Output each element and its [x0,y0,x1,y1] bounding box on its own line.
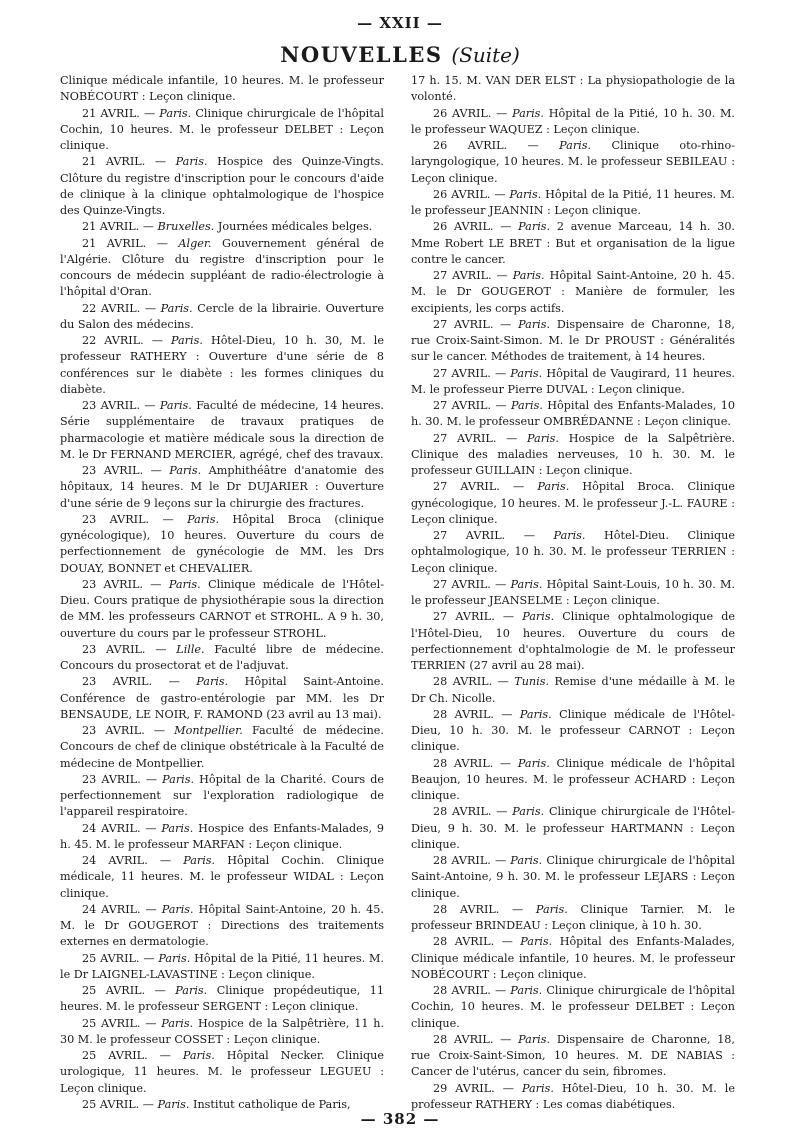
entry-text: Hôpital de la Pitié, 10 h. 30. M. le professeur WAQUEZ : Leçon clinique. [411,106,735,136]
entry-date: 27 AVRIL. [433,269,492,282]
entry-place: Paris. [520,935,553,949]
entry-date: 23 AVRIL. [82,642,146,656]
news-entry: 28 AVRIL. — Paris. Clinique chirurgicale de l'hôpital Saint-Antoine, 9 h. 30. M. le professeur LEJARS : Leçon clinique. [411,854,735,900]
entry-date: 27 AVRIL. [433,366,491,380]
news-entry: 25 AVRIL. — Paris. Hospice de la Salpêtrière, 11 h. 30 M. le professeur COSSET : Leçon clinique. [60,1016,384,1046]
entry-date: 25 AVRIL. [82,984,146,997]
entry-date: 26 AVRIL. [433,139,508,152]
news-entry: 28 AVRIL. — Paris. Clinique médicale de l'hôpital Beaujon, 10 heures. M. le professeur ACHARD : Leçon clinique. [411,756,735,802]
news-entry: 23 AVRIL. — Montpellier. Faculté de médecine. Concours de chef de clinique obstétricale à la Faculté de médecine de Montpellier. [60,724,384,770]
entry-date: 27 AVRIL. [433,577,491,591]
entry-place: Paris. [517,756,550,770]
news-entry: 23 AVRIL. — Paris. Hôpital de la Charité. Cours de perfectionnement sur l'exploration radiologique de l'appareil respiratoire. [60,772,384,819]
entry-text: Faculté libre de médecine. Concours du prosectorat et de l'adjuvat. [60,642,384,672]
entry-text: Journées médicales belges. [217,220,373,234]
entry-text: Hôpital de Vaugirard, 11 heures. M. le professeur Pierre DUVAL : Leçon clinique. [411,366,735,396]
news-entry: 27 AVRIL. — Paris. Clinique ophtalmologique de l'Hôtel-Dieu, 10 heures. Ouverture du cours de perfectionnement d'ophtalmologie de M. le professeur TERRIEN (27 avril au 28 mai). [411,610,735,672]
entry-place: Paris. [187,512,219,526]
news-entry: 23 AVRIL. — Paris. Clinique médicale de l'Hôtel-Dieu. Cours pratique de physiothérapie sous la direction de MM. les professeurs CARNOT et STROHL. A 9 h. 30, ouverture du cours par le professeur STROHL. [60,577,384,640]
entry-text: Hôtel-Dieu, 10 h. 30. M. le professeur RATHERY : Les comas diabétiques. [411,1081,735,1111]
entry-date: 29 AVRIL. [433,1081,495,1095]
news-entry: 28 AVRIL. — Tunis. Remise d'une médaille à M. le Dr Ch. Nicolle. [411,675,735,705]
entry-text: Dispensaire de Charonne, 18, rue Croix-Saint-Simon. M. le Dr PROUST : Généralités sur le cancer. Méthodes de traitement, à 14 heures. [411,317,735,364]
news-entry: 25 AVRIL. — Paris. Hôpital Necker. Clinique urologique, 11 heures. M. le professeur LEGUEU : Leçon clinique. [60,1049,384,1095]
entry-date: 23 AVRIL. [82,512,150,526]
news-entry: 21 AVRIL. — Bruxelles. Journées médicales belges. [82,220,373,234]
entry-date: 27 AVRIL. [433,399,492,412]
news-entry: 23 AVRIL. — Paris. Hôpital Saint-Antoine. Conférence de gastro-entérologie par MM. les Dr BENSAUDE, LE NOIR, F. RAMOND (23 avril au 13 mai). [60,675,384,721]
entry-date: 23 AVRIL. [82,399,141,412]
entry-date: 27 AVRIL. [433,529,506,542]
news-entry: 27 AVRIL. — Paris. Hôpital de Vaugirard, 11 heures. M. le professeur Pierre DUVAL : Leçon clinique. [411,366,735,396]
entry-place: Paris. [170,334,203,347]
entry-place: Paris. [537,480,570,494]
entry-text: Hôpital des Enfants-Malades, 10 h. 30. M. le professeur OMBRÉDANNE : Leçon clinique. [411,399,735,429]
entry-text: Hospice de la Salpêtrière, 11 h. 30 M. le professeur COSSET : Leçon clinique. [60,1016,384,1046]
page-number: — 382 — [360,1110,440,1128]
news-entry: 25 AVRIL. — Paris. Institut catholique de Paris, [82,1097,351,1111]
entry-place: Tunis. [514,675,550,689]
entry-date: 26 AVRIL. [433,106,492,120]
entry-place: Montpellier. [174,724,243,737]
entry-text: Amphithéâtre d'anatomie des hôpitaux, 14 heures. M le Dr DUJARIER : Ouverture d'une série de 9 leçons sur la chirurgie des fractures. [60,464,384,510]
entry-text: Hôpital de la Charité. Cours de perfectionnement sur l'exploration radiologique de l'appareil respiratoire. [60,772,384,819]
entry-date: 26 AVRIL. [433,220,494,234]
news-entry: 27 AVRIL. — Paris. Hôpital Broca. Clinique gynécologique, 10 heures. M. le professeur J.-L. FAURE : Leçon clinique. [411,480,735,526]
entry-text: Hôpital Necker. Clinique urologique, 11 heures. M. le professeur LEGUEU : Leçon clinique. [60,1049,384,1095]
entry-text: Gouvernement général de l'Algérie. Clôture du registre d'inscription pour le concours de médecin suppléant de radio-électrologie à l'hôpital d'Oran. [60,236,384,299]
entry-date: 27 AVRIL. [433,317,494,331]
entry-text: Clinique chirurgicale de l'hôpital Cochin, 10 heures. M. le professeur DELBET : Leçon clinique. [60,106,384,152]
entry-text: Clinique oto-rhino-laryngologique, 10 heures. M. le professeur SEBILEAU : Leçon clinique. [411,139,735,185]
entry-place: Paris. [553,529,586,542]
entry-date: 24 AVRIL. [82,854,148,867]
entry-text: Hôpital Broca (clinique gynécologique), 10 heures. Ouverture du cours de perfectionnement de gynécologie de MM. les Drs DOUAY, BONNET et CHEVALIER. [60,512,384,575]
entry-place: Paris. [512,106,544,120]
page-number-roman: — XXII — [357,14,443,32]
entry-text: Faculté de médecine, 14 heures. Série supplémentaire de travaux pratiques de pharmacologie et matière médicale sous la direction de M. le Dr FERNAND MERCIER, agrégé, chef des travaux. [60,399,384,461]
entry-text: Hôpital des Enfants-Malades, Clinique médicale infantile, 10 heures. M. le professeur NOBÉCOURT : Leçon clinique. [411,935,735,981]
entry-place: Paris. [518,220,551,234]
entry-place: Paris. [527,431,559,445]
news-entry: 25 AVRIL. — Paris. Hôpital de la Pitié, 11 heures. M. le Dr LAIGNEL-LAVASTINE : Leçon clinique. [60,951,384,981]
entry-text: Cercle de la librairie. Ouverture du Salon des médecins. [60,301,384,331]
entry-date: 23 AVRIL. [82,724,145,737]
news-entry: 28 AVRIL. — Paris. Clinique Tarnier. M. le professeur BRINDEAU : Leçon clinique, à 10 h. 30. [411,902,735,932]
entry-text: Hôpital Saint-Antoine. Conférence de gastro-entérologie par MM. les Dr BENSAUDE, LE NOIR, F. RAMOND (23 avril au 13 mai). [60,675,384,721]
entry-place: Paris. [521,1081,554,1095]
news-entry: 28 AVRIL. — Paris. Hôpital des Enfants-Malades, Clinique médicale infantile, 10 heures. M. le professeur NOBÉCOURT : Leçon clinique. [411,935,735,981]
news-entry: 26 AVRIL. — Paris. Clinique oto-rhino-laryngologique, 10 heures. M. le professeur SEBILEAU : Leçon clinique. [411,139,735,185]
news-entry: 26 AVRIL. — Paris. Hôpital de la Pitié, 11 heures. M. le professeur JEANNIN : Leçon clinique. [411,187,735,217]
news-entry: 23 AVRIL. — Paris. Hôpital Broca (clinique gynécologique), 10 heures. Ouverture du cours de perfectionnement de gynécologie de MM. les Drs DOUAY, BONNET et CHEVALIER. [60,512,384,575]
entry-text: Clinique médicale infantile, 10 heures. M. le professeur NOBÉCOURT : Leçon clinique. [60,74,384,104]
entry-place: Paris. [182,1049,215,1062]
entry-place: Paris. [522,610,555,624]
title-suite: (Suite) [451,43,520,67]
news-entry: 22 AVRIL. — Paris. Cercle de la librairie. Ouverture du Salon des médecins. [60,301,384,331]
entry-text: Clinique Tarnier. M. le professeur BRINDEAU : Leçon clinique, à 10 h. 30. [411,902,735,932]
entry-place: Paris. [510,984,543,997]
entry-text: Hôpital Broca. Clinique gynécologique, 10 heures. M. le professeur J.-L. FAURE : Leçon clinique. [411,480,735,526]
entry-place: Paris. [157,1097,190,1111]
news-entry: 25 AVRIL. — Paris. Clinique propédeutique, 11 heures. M. le professeur SERGENT : Leçon clinique. [60,984,384,1014]
entry-place: Paris. [559,139,592,152]
entry-place: Paris. [159,399,192,412]
news-entry: 24 AVRIL. — Paris. Hospice des Enfants-Malades, 9 h. 45. M. le professeur MARFAN : Leçon clinique. [60,821,384,851]
entry-date: 26 AVRIL. [433,187,491,201]
entry-date: 28 AVRIL. [433,805,492,819]
entry-text: Hospice des Enfants-Malades, 9 h. 45. M. le professeur MARFAN : Leçon clinique. [60,821,384,851]
entry-place: Paris. [168,577,201,591]
news-entry: 23 AVRIL. — Lille. Faculté libre de médecine. Concours du prosectorat et de l'adjuvat. [60,642,384,672]
entry-place: Paris. [196,675,229,689]
news-entry: 24 AVRIL. — Paris. Hôpital Cochin. Clinique médicale, 11 heures. M. le professeur WIDAL : Leçon clinique. [60,854,384,900]
entry-text: Hôpital Saint-Antoine, 20 h. 45. M. le Dr GOUGEROT : Directions des traitements externes en dermatologie. [60,902,384,949]
entry-date: 25 AVRIL. [82,951,140,965]
entry-date: 28 AVRIL. [433,854,491,867]
entry-date: 27 AVRIL. [433,431,497,445]
entry-text: Clinique chirurgicale de l'Hôtel-Dieu, 9 h. 30. M. le professeur HARTMANN : Leçon clinique. [411,805,735,851]
entry-date: 28 AVRIL. [433,675,493,689]
entry-date: 23 AVRIL. [82,675,153,689]
entry-date: 21 AVRIL. [82,220,140,234]
entry-text: Hospice des Quinze-Vingts. Clôture du registre d'inscription pour le concours d'aide de clinique à la clinique ophtalmologique de l'hospice des Quinze-Vingts. [60,155,384,217]
section-title [0,42,800,67]
news-entry: 24 AVRIL. — Paris. Hôpital Saint-Antoine, 20 h. 45. M. le Dr GOUGEROT : Directions des traitements externes en dermatologie. [60,902,384,949]
entry-place: Paris. [175,155,208,169]
news-entry: 27 AVRIL. — Paris. Hospice de la Salpêtrière. Clinique des maladies nerveuses, 10 h. 30. M. le professeur GUILLAIN : Leçon clinique. [411,431,735,477]
entry-text: Hôpital Saint-Antoine, 20 h. 45. M. le Dr GOUGEROT : Manière de formuler, les excipients, les corps actifs. [411,269,735,315]
news-entry: 28 AVRIL. — Paris. Dispensaire de Charonne, 18, rue Croix-Saint-Simon, 10 heures. M. DE NABIAS : Cancer de l'utérus, cancer du sein, fibromes. [411,1032,735,1079]
entry-text: 17 h. 15. M. VAN DER ELST : La physiopathologie de la volonté. [411,74,735,104]
news-entry: 27 AVRIL. — Paris. Hôpital des Enfants-Malades, 10 h. 30. M. le professeur OMBRÉDANNE : Leçon clinique. [411,399,735,429]
entry-date: 23 AVRIL. [82,464,144,477]
entry-date: 23 AVRIL. [82,577,143,591]
news-entry: 22 AVRIL. — Paris. Hôtel-Dieu, 10 h. 30, M. le professeur RATHERY : Ouverture d'une série de 8 conférences sur le diabète : les formes cliniques du diabète. [60,334,384,396]
entry-date: 21 AVRIL. [82,106,140,120]
entry-place: Paris. [183,854,216,867]
entry-text: Institut catholique de Paris, [193,1097,351,1111]
news-entry: 27 AVRIL. — Paris. Hôtel-Dieu. Clinique ophtalmologique, 10 h. 30. M. le professeur TERRIEN : Leçon clinique. [411,529,735,575]
entry-text: Clinique médicale de l'Hôtel-Dieu, 10 h. 30. M. le professeur CARNOT : Leçon clinique. [411,707,735,754]
entry-text: Clinique ophtalmologique de l'Hôtel-Dieu, 10 heures. Ouverture du cours de perfectionnement d'ophtalmologie de M. le professeur TERRIEN (27 avril au 28 mai). [411,610,735,672]
entry-date: 28 AVRIL. [433,902,500,916]
entry-date: 25 AVRIL. [82,1097,140,1111]
entry-place: Paris. [510,366,543,380]
entry-date: 28 AVRIL. [433,935,495,949]
entry-place: Paris. [169,464,202,477]
entry-date: 24 AVRIL. [82,821,141,835]
news-entry [60,73,384,106]
entry-place: Paris. [510,399,543,412]
entry-text: Hôtel-Dieu. Clinique ophtalmologique, 10 h. 30. M. le professeur TERRIEN : Leçon clinique. [411,529,735,575]
entry-text: Hospice de la Salpêtrière. Clinique des maladies nerveuses, 10 h. 30. M. le professeur GUILLAIN : Leçon clinique. [411,431,735,477]
left-column [60,73,384,1113]
entry-text: Remise d'une médaille à M. le Dr Ch. Nicolle. [411,675,735,705]
entry-place: Paris. [510,577,543,591]
entry-text: Clinique propédeutique, 11 heures. M. le professeur SERGENT : Leçon clinique. [60,984,384,1014]
title-text: NOUVELLES [280,42,443,67]
news-entry: 29 AVRIL. — Paris. Hôtel-Dieu, 10 h. 30. M. le professeur RATHERY : Les comas diabétiques. [411,1081,735,1111]
entry-place: Paris. [518,317,551,331]
entry-place: Paris. [161,821,194,835]
entry-text: Hôpital Saint-Louis, 10 h. 30. M. le professeur JEANSELME : Leçon clinique. [411,577,735,607]
news-entry [411,73,735,106]
entry-date: 27 AVRIL. [433,480,500,494]
entry-place: Lille. [176,642,205,656]
entry-place: Paris. [175,984,208,997]
entry-text: Clinique chirurgicale de l'hôpital Saint-Antoine, 9 h. 30. M. le professeur LEJARS : Leçon clinique. [411,854,735,900]
entry-place: Paris. [158,951,191,965]
entry-date: 21 AVRIL. [82,155,146,169]
entry-place: Paris. [518,1032,551,1046]
entry-place: Paris. [535,902,568,916]
news-entry: 21 AVRIL. — Alger. Gouvernement général de l'Algérie. Clôture du registre d'inscription pour le concours de médecin suppléant de radio-électrologie à l'hôpital d'Oran. [60,236,384,299]
entry-text: Faculté de médecine. Concours de chef de clinique obstétricale à la Faculté de médecine de Montpellier. [60,724,384,770]
news-entry: 23 AVRIL. — Paris. Faculté de médecine, 14 heures. Série supplémentaire de travaux pratiques de pharmacologie et matière médicale sous la direction de M. le Dr FERNAND MERCIER, agrégé, chef des travaux. [60,399,384,461]
entry-place: Paris. [161,902,194,916]
right-column [411,73,735,1113]
entry-date: 28 AVRIL. [433,707,494,721]
news-entry: 21 AVRIL. — Paris. Clinique chirurgicale de l'hôpital Cochin, 10 heures. M. le professeur DELBET : Leçon clinique. [60,106,384,152]
entry-text: 2 avenue Marceau, 14 h. 30. Mme Robert LE BRET : But et organisation de la ligue contre le cancer. [411,220,735,266]
entry-date: 25 AVRIL. [82,1049,148,1062]
entry-date: 22 AVRIL. [82,301,141,315]
entry-place: Paris. [512,805,545,819]
entry-place: Alger. [178,236,212,250]
entry-text: Hôpital de la Pitié, 11 heures. M. le Dr LAIGNEL-LAVASTINE : Leçon clinique. [60,951,384,981]
entry-place: Paris. [159,106,192,120]
entry-date: 27 AVRIL. [433,610,495,624]
entry-text: Clinique chirurgicale de l'hôpital Cochin, 10 heures. M. le professeur DELBET : Leçon clinique. [411,984,735,1030]
entry-place: Paris. [509,187,542,201]
entry-date: 28 AVRIL. [433,984,491,997]
entry-date: 25 AVRIL. [82,1016,141,1030]
entry-date: 23 AVRIL. [82,772,141,786]
entry-text: Dispensaire de Charonne, 18, rue Croix-Saint-Simon, 10 heures. M. DE NABIAS : Cancer de l'utérus, cancer du sein, fibromes. [411,1032,735,1079]
entry-date: 28 AVRIL. [433,1032,494,1046]
news-entry: 27 AVRIL. — Paris. Dispensaire de Charonne, 18, rue Croix-Saint-Simon. M. le Dr PROUST : Généralités sur le cancer. Méthodes de traitement, à 14 heures. [411,317,735,364]
news-entry: 23 AVRIL. — Paris. Amphithéâtre d'anatomie des hôpitaux, 14 heures. M le Dr DUJARIER : Ouverture d'une série de 9 leçons sur la chirurgie des fractures. [60,464,384,510]
entry-place: Paris. [160,301,193,315]
entry-place: Paris. [512,269,545,282]
entry-date: 24 AVRIL. [82,902,141,916]
news-entry: 27 AVRIL. — Paris. Hôpital Saint-Louis, 10 h. 30. M. le professeur JEANSELME : Leçon clinique. [411,577,735,607]
entry-place: Paris. [510,854,543,867]
entry-text: Hôpital de la Pitié, 11 heures. M. le professeur JEANNIN : Leçon clinique. [411,187,735,217]
entry-text: Clinique médicale de l'hôpital Beaujon, 10 heures. M. le professeur ACHARD : Leçon clinique. [411,756,735,802]
news-entry: 28 AVRIL. — Paris. Clinique chirurgicale de l'Hôtel-Dieu, 9 h. 30. M. le professeur HARTMANN : Leçon clinique. [411,805,735,851]
entry-place: Paris. [161,1016,194,1030]
news-entry: 26 AVRIL. — Paris. 2 avenue Marceau, 14 h. 30. Mme Robert LE BRET : But et organisation de la ligue contre le cancer. [411,220,735,266]
entry-date: 28 AVRIL. [433,756,494,770]
entry-place: Bruxelles. [157,220,215,234]
entry-text: Hôpital Cochin. Clinique médicale, 11 heures. M. le professeur WIDAL : Leçon clinique. [60,854,384,900]
news-entry: 21 AVRIL. — Paris. Hospice des Quinze-Vingts. Clôture du registre d'inscription pour le concours d'aide de clinique à la clinique ophtalmologique de l'hospice des Quinze-Vingts. [60,155,384,217]
news-entry: 28 AVRIL. — Paris. Clinique médicale de l'Hôtel-Dieu, 10 h. 30. M. le professeur CARNOT : Leçon clinique. [411,707,735,754]
news-entry: 27 AVRIL. — Paris. Hôpital Saint-Antoine, 20 h. 45. M. le Dr GOUGEROT : Manière de formuler, les excipients, les corps actifs. [411,269,735,315]
entry-place: Paris. [519,707,552,721]
entry-date: 22 AVRIL. [82,334,144,347]
entry-text: Clinique médicale de l'Hôtel-Dieu. Cours pratique de physiothérapie sous la direction de MM. les professeurs CARNOT et STROHL. A 9 h. 30, ouverture du cours par le professeur STROHL. [60,577,384,640]
entry-date: 21 AVRIL. [82,236,147,250]
entry-text: Hôtel-Dieu, 10 h. 30, M. le professeur RATHERY : Ouverture d'une série de 8 conférences sur le diabète : les formes cliniques du diabète. [60,334,384,396]
entry-place: Paris. [162,772,195,786]
news-entry: 28 AVRIL. — Paris. Clinique chirurgicale de l'hôpital Cochin, 10 heures. M. le professeur DELBET : Leçon clinique. [411,984,735,1030]
news-entry: 26 AVRIL. — Paris. Hôpital de la Pitié, 10 h. 30. M. le professeur WAQUEZ : Leçon clinique. [411,106,735,136]
